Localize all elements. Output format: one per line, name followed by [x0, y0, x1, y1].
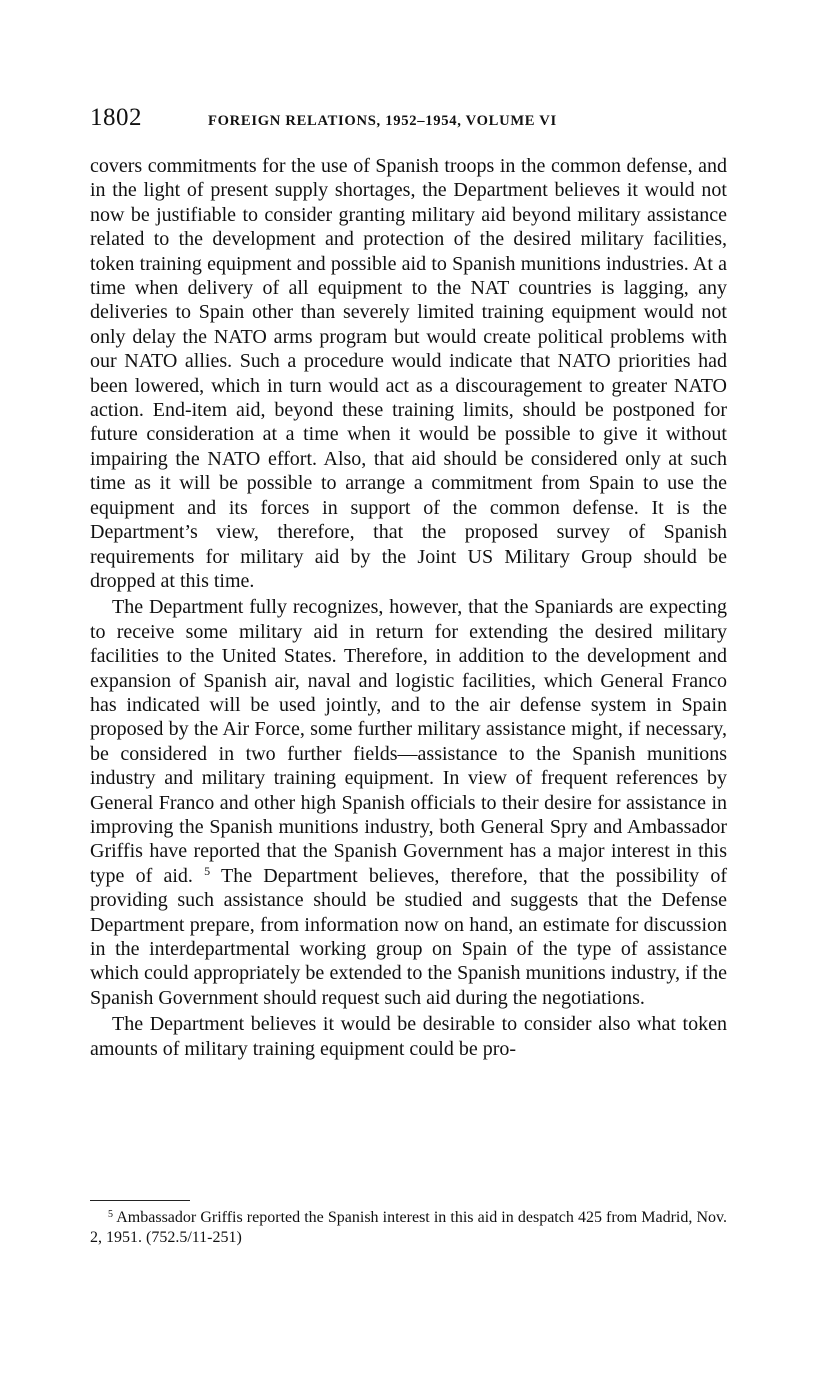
document-page — [90, 104, 727, 1061]
paragraph-2-part-2: The Department believes, therefore, that the possibility of providing such assistance should be studied and suggests that the Defense Department prepare, from information now on hand, an estimate for discussion in the interdepartmental working group on Spain of the type of assistance which could appropriately be extended to the Spanish munitions industry, if the Spanish Government should request such aid during the negotiations. — [90, 864, 728, 1009]
paragraph-1: covers commitments for the use of Spanish troops in the common defense, and in the light of present supply shortages, the Department believes it would not now be justifiable to consider granting military aid beyond military assistance related to the development and protection of the desired military facilities, token training equipment and possible aid to Spanish munitions industries. At a time when delivery of all equipment to the NAT countries is lagging, any deliveries to Spain other than severely limited training equipment would not only delay the NATO arms program but would create political problems with our NATO allies. Such a procedure would indicate that NATO priorities had been lowered, which in turn would act as a discouragement to greater NATO action. End-item aid, beyond these training limits, should be postponed for future consideration at a time when it would be possible to give it without impairing the NATO effort. Also, that aid should be considered only at such time as it will be possible to arrange a commitment from Spain to use the equipment and its forces in support of the common defense. It is the Department’s view, therefore, that the proposed survey of Spanish requirements for military aid by the Joint US Military Group should be dropped at this time. — [90, 155, 727, 592]
footnote-number: 5 — [108, 1209, 113, 1220]
body-text — [90, 154, 727, 1061]
running-head: FOREIGN RELATIONS, 1952–1954, VOLUME VI — [208, 113, 557, 129]
paragraph-3: The Department believes it would be desirable to consider also what token amounts of military training equipment could be pro- — [90, 1013, 727, 1060]
paragraph-2-part-1: The Department fully recognizes, however, that the Spaniards are expecting to receive some military aid in return for extending the desired military facilities to the United States. Therefore, in addition to the development and expansion of Spanish air, naval and logistic facilities, which General Franco has indicated will be used jointly, and to the air defense system in Spain proposed by the Air Force, some further military assistance might, if necessary, be considered in two further fields—assistance to the Spanish munitions industry and military training equipment. In view of frequent references by General Franco and other high Spanish officials to their desire for assistance in improving the Spanish munitions industry, both General Spry and Ambassador Griffis have reported that the Spanish Government has a major interest in this type of aid. — [90, 596, 727, 887]
footnote-reference: 5 — [204, 863, 211, 878]
footnote-divider — [90, 1200, 190, 1201]
footnote-text: Ambassador Griffis reported the Spanish interest in this aid in despatch 425 from Madrid, Nov. 2, 1951. (752.5/11-251) — [90, 1209, 727, 1246]
footnote — [90, 1208, 727, 1247]
page-header — [90, 104, 727, 138]
paragraph-2 — [90, 595, 727, 1010]
page-number: 1802 — [90, 104, 142, 131]
